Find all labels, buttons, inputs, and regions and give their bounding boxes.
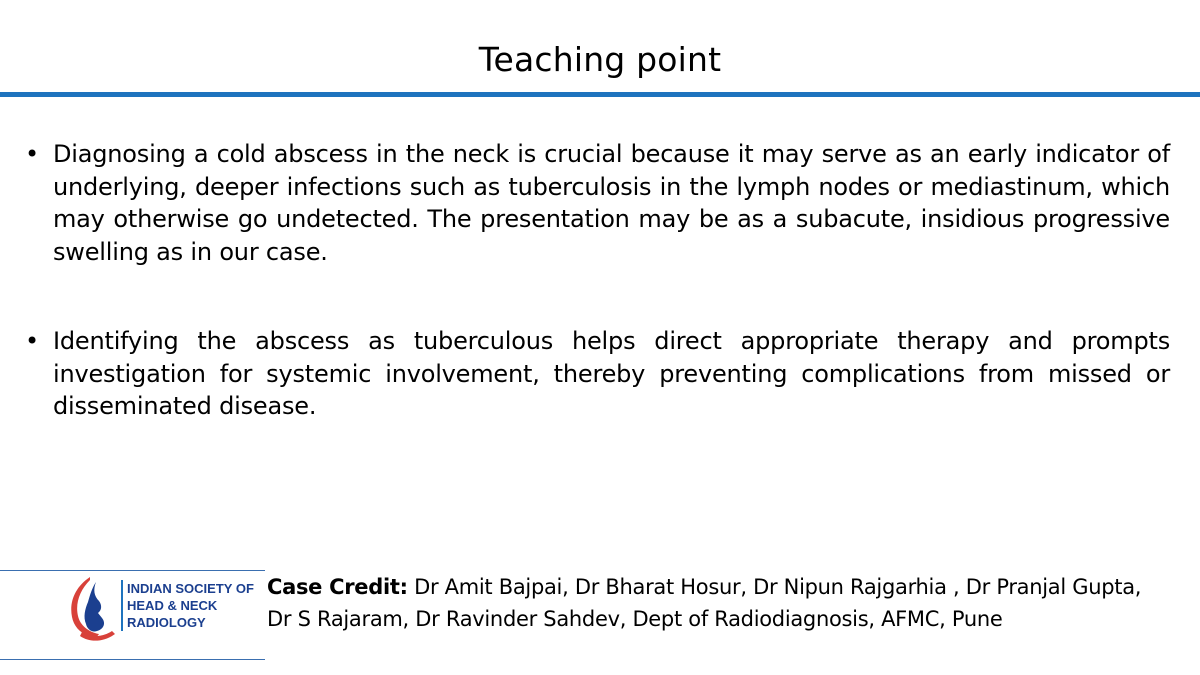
case-credit <box>267 571 1197 635</box>
logo-line: RADIOLOGY <box>127 615 206 630</box>
footer-divider-top <box>0 570 265 571</box>
bullet-marker: • <box>25 140 39 168</box>
bullet-item <box>25 138 1170 268</box>
bullet-text: Diagnosing a cold abscess in the neck is crucial because it may serve as an early indicator of underlying, deeper infections such as tuberculosis in the lymph nodes or mediastinum, which may otherwise go undetected. The presentation may be as a subacute, insidious progressive swelling as in our case. <box>53 140 1170 266</box>
logo-line: HEAD & NECK <box>127 598 218 613</box>
credit-line-1 <box>267 571 1197 603</box>
credit-label: Case Credit: <box>267 575 408 599</box>
credit-names: Dr Amit Bajpai, Dr Bharat Hosur, Dr Nipun Rajgarhia , Dr Pranjal Gupta, <box>407 575 1142 599</box>
credit-line-2: Dr S Rajaram, Dr Ravinder Sahdev, Dept of Radiodiagnosis, AFMC, Pune <box>267 607 1003 631</box>
footer-divider-bottom <box>0 659 265 660</box>
title-divider <box>0 92 1200 97</box>
bullet-list <box>25 138 1170 423</box>
bullet-item <box>25 325 1170 423</box>
bullet-marker: • <box>25 327 39 355</box>
bullet-text: Identifying the abscess as tuberculous helps direct appropriate therapy and prompts investigation for systemic involvement, thereby preventing complications from missed or disseminated disease. <box>53 327 1170 420</box>
logo-line: INDIAN SOCIETY OF <box>127 581 254 596</box>
society-logo-text <box>121 580 267 631</box>
slide-title: Teaching point <box>478 40 722 79</box>
society-logo-icon <box>66 574 122 644</box>
